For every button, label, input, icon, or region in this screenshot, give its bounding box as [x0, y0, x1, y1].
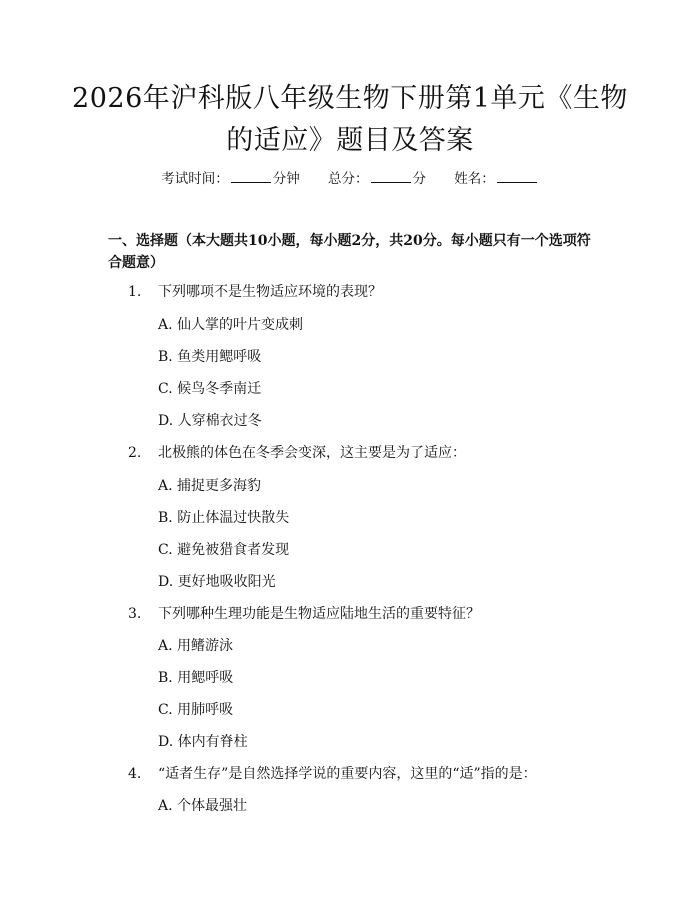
total-score-label: 总分： [328, 171, 369, 187]
question-number: 4. [128, 766, 142, 782]
exam-time-field [161, 171, 304, 187]
exam-time-blank [231, 168, 271, 183]
document-title: 2026年沪科版八年级生物下册第1单元《生物的适应》题目及答案 [72, 83, 628, 156]
name-label: 姓名： [454, 171, 495, 187]
question-text: “适者生存”是自然选择学说的重要内容，这里的“适”指的是： [158, 766, 537, 782]
question-text: 下列哪项不是生物适应环境的表现？ [158, 284, 382, 300]
option-label: A. 仙人掌的叶片变成刺 [158, 317, 304, 333]
name-field [454, 171, 539, 187]
question-text: 下列哪种生理功能是生物适应陆地生活的重要特征？ [158, 606, 480, 622]
section-heading: 一、选择题（本大题共10小题，每小题2分，共20分。每小题只有一个选项符合题意） [108, 233, 591, 271]
option-label: C. 候鸟冬季南迁 [158, 381, 262, 397]
option-label: B. 鱼类用鳃呼吸 [158, 349, 262, 365]
total-score-field [328, 171, 430, 187]
exam-info-line [0, 168, 700, 189]
option-label: B. 用鳃呼吸 [158, 670, 234, 686]
option-label: D. 人穿棉衣过冬 [158, 413, 262, 429]
option-label: C. 避免被猎食者发现 [158, 542, 290, 558]
option-label: C. 用肺呼吸 [158, 702, 234, 718]
option-label: D. 体内有脊柱 [158, 734, 248, 750]
question-text: 北极熊的体色在冬季会变深，这主要是为了适应： [158, 445, 466, 461]
question-number: 2. [128, 445, 142, 461]
option-label: D. 更好地吸收阳光 [158, 574, 276, 590]
total-score-blank [371, 168, 411, 183]
exam-time-label: 考试时间： [161, 171, 229, 187]
option-label: A. 捕捉更多海豹 [158, 478, 262, 494]
total-score-unit: 分 [412, 171, 426, 187]
option-label: A. 用鳍游泳 [158, 638, 234, 654]
question-number: 3. [128, 606, 142, 622]
option-label: A. 个体最强壮 [158, 798, 248, 814]
name-blank [497, 168, 537, 183]
option-label: B. 防止体温过快散失 [158, 510, 290, 526]
exam-time-unit: 分钟 [272, 171, 300, 187]
question-number: 1. [128, 284, 142, 300]
